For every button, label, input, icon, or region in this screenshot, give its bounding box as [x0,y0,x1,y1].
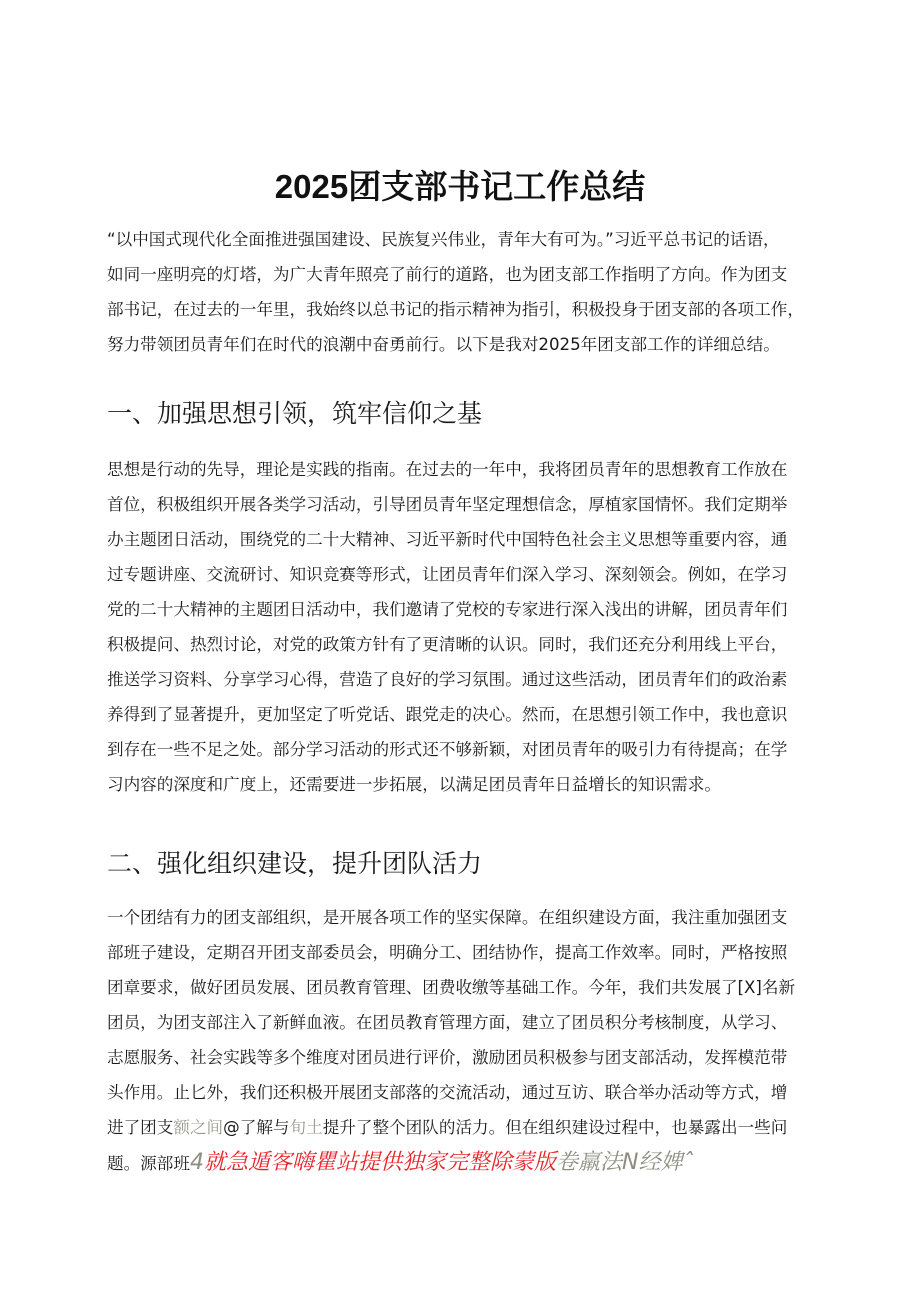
section-2-line: 一个团结有力的团支部组织，是开展各项工作的坚实保障。在组织建设方面，我注重加强团支 [107,908,788,927]
document-title: 2025团支部书记工作总结 [274,168,646,206]
intro-line: 部书记，在过去的一年里，我始终以总书记的指示精神为指引，积极投身于团支部的各项工作， [107,300,804,319]
faint-overlay-text: 额之间 [173,1118,224,1137]
section-1-line: 习内容的深度和广度上，还需要进一步拓展，以满足团员青年日益增长的知识需求。 [107,775,721,794]
section-2-paragraph [107,900,813,1180]
section-1-line: 首位，积极组织开展各类学习活动，引导团员青年坚定理想信念，厚植家国情怀。我们定期举 [107,495,788,514]
section-1-heading: 一、加强思想引领，筑牢信仰之基 [107,399,483,428]
section-1-line: 推送学习资料、分享学习心得，营造了良好的学习氛围。通过这些活动，团员青年们的政治素 [107,670,788,689]
section-1-line: 办主题团日活动，围绕党的二十大精神、习近平新时代中国特色社会主义思想等重要内容，通 [107,530,788,549]
text-segment: 进了团支 [107,1118,174,1137]
section-1-line: 过专题讲座、交流研讨、知识竞赛等形式，让团员青年们深入学习、深刻领会。例如，在学习 [107,565,788,584]
watermark-gray-text: 卷羸法N经婢ˆ [555,1150,694,1175]
text-segment: @了解与 [223,1118,290,1137]
section-1-paragraph [107,452,813,802]
section-1-line: 养得到了显著提升，更加坚定了听党话、跟党走的决心。然而，在思想引领工作中，我也意识 [107,705,788,724]
section-2-line: 部班子建设，定期召开团支部委员会，明确分工、团结协作，提高工作效率。同时，严格按照 [107,943,788,962]
intro-line: “以中国式现代化全面推进强国建设、民族复兴伟业，青年大有可为。”习近平总书记的话语， [107,230,780,249]
intro-line: 努力带领团员青年们在时代的浪潮中奋勇前行。以下是我对2025年团支部工作的详细总结。 [107,335,780,354]
text-segment: 提升了整个团队的活力。但在组织建设过程中，也暴露出一些问 [322,1118,788,1137]
section-1-line: 积极提问、热烈讨论，对党的政策方针有了更清晰的认识。同时，我们还充分利用线上平台， [107,635,788,654]
intro-line: 如同一座明亮的灯塔，为广大青年照亮了前行的道路，也为团支部工作指明了方向。作为团支 [107,265,788,284]
section-1-line: 到存在一些不足之处。部分学习活动的形式还不够新颖，对团员青年的吸引力有待提高；在学 [107,740,788,759]
faint-overlay-text: 旬土 [289,1118,323,1137]
section-1-line: 党的二十大精神的主题团日活动中，我们邀请了党校的专家进行深入浅出的讲解，团员青年们 [107,600,788,619]
text-segment: 题。源部班 [107,1154,190,1173]
intro-paragraph [107,222,813,362]
section-2-line: 团员，为团支部注入了新鲜血液。在团员教育管理方面，建立了团员积分考核制度，从学习、 [107,1013,788,1032]
section-2-line: 志愿服务、社会实践等多个维度对团员进行评价，激励团员积极参与团支部活动，发挥模范带 [107,1048,788,1067]
section-1-line: 思想是行动的先导，理论是实践的指南。在过去的一年中，我将团员青年的思想教育工作放在 [107,460,788,479]
watermark-red-text: 就急遁客嗨瞿站提供独家完整除蒙版 [203,1150,556,1175]
watermark-number: 4 [189,1150,204,1175]
section-2-line-overlay [107,1110,813,1145]
section-2-line: 头作用。止匕外，我们还积极开展团支部落的交流活动，通过互访、联合举办活动等方式，增 [107,1083,788,1102]
section-2-line-watermark [107,1145,813,1180]
section-2-heading: 二、强化组织建设，提升团队活力 [107,849,483,878]
section-2-line: 团章要求，做好团员发展、团员教育管理、团费收缴等基础工作。今年，我们共发展了[X]名新 [107,978,796,997]
